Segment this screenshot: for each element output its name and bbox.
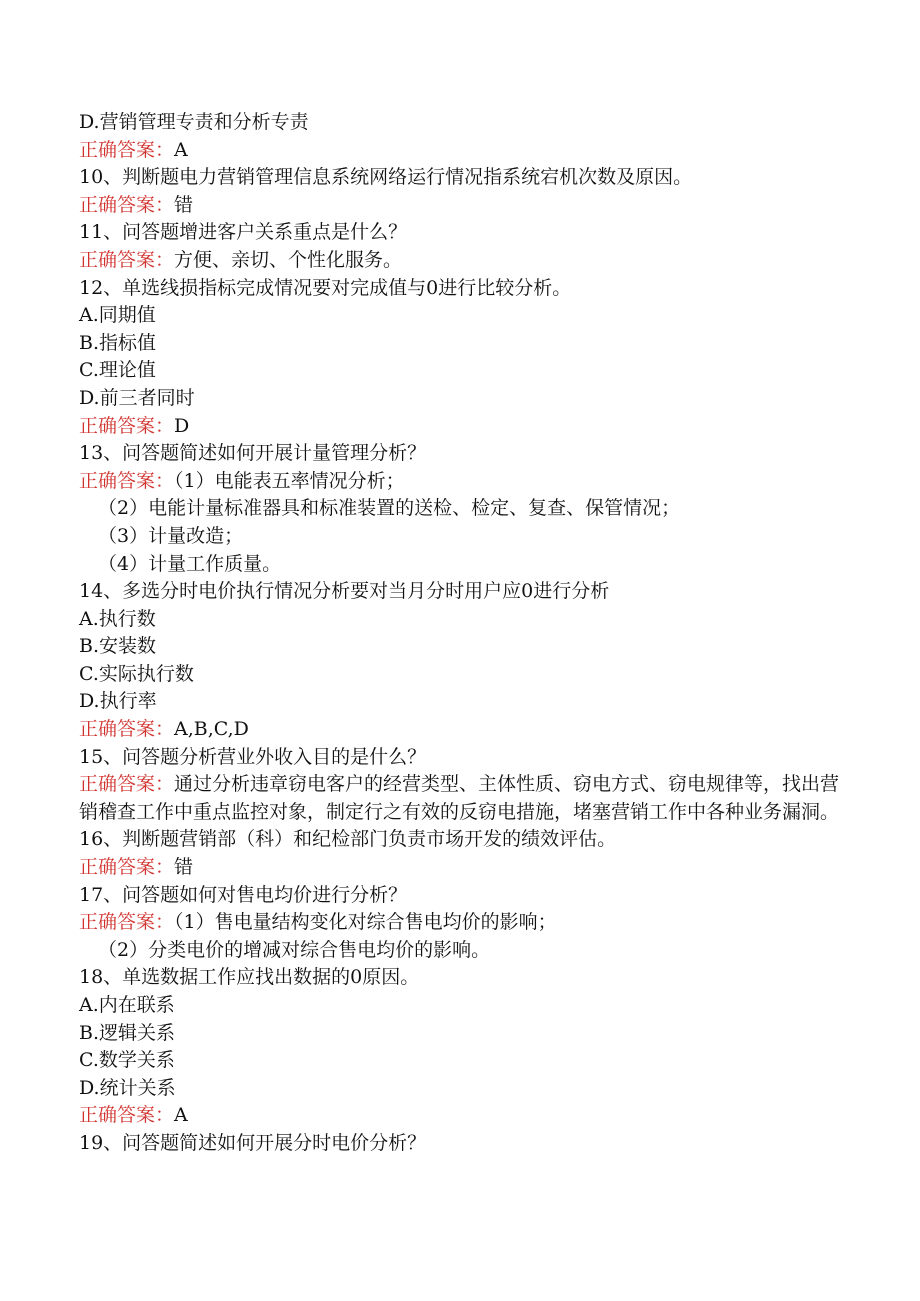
option-line: C.数学关系 [79,1049,175,1072]
answer-line [79,468,849,496]
answer-label: 正确答案： [79,856,175,879]
option-line: A.同期值 [79,304,156,327]
answer-line [79,716,849,744]
option-line: C.理论值 [79,359,156,382]
answer-label: 正确答案： [79,773,175,796]
question-line: 13、问答题简述如何开展计量管理分析？ [79,442,427,465]
document-body [79,109,849,1158]
answer-text: A,B,C,D [174,718,249,741]
option-line: D.前三者同时 [79,386,195,409]
question-line: 15、问答题分析营业外收入目的是什么？ [79,745,427,768]
question-line: 14、多选分时电价执行情况分析要对当月分时用户应0进行分析 [79,580,610,603]
answer-text: （1）电能表五率情况分析； [174,469,405,492]
answer-text: A [174,138,188,161]
question-line: 12、单选线损指标完成情况要对完成值与0进行比较分析。 [79,276,572,299]
answer-line [79,854,849,882]
option-line: D.营销管理专责和分析专责 [79,111,309,133]
option-line: B.逻辑关系 [79,1021,176,1044]
answer-line [79,137,849,165]
answer-label: 正确答案： [79,469,175,492]
answer-text: 方便、亲切、个性化服务。 [174,248,403,271]
answer-continuation-line: （2）分类电价的增减对综合售电均价的影响。 [98,938,491,961]
option-line: A.执行数 [79,607,156,630]
answer-line [79,771,849,826]
answer-text: 通过分析违章窃电客户的经营类型、主体性质、窃电方式、窃电规律等，找出营销稽查工作中重点监控对象，制定行之有效的反窃电措施，堵塞营销工作中各种业务漏洞。 [79,773,840,823]
question-line: 10、判断题电力营销管理信息系统网络运行情况指系统宕机次数及原因。 [79,166,693,189]
answer-label: 正确答案： [79,1104,175,1127]
question-line: 18、单选数据工作应找出数据的0原因。 [79,966,420,989]
answer-continuation-line: （4）计量工作质量。 [98,552,282,575]
question-line: 17、问答题如何对售电均价进行分析？ [79,883,408,906]
answer-label: 正确答案： [79,718,175,741]
option-line: D.执行率 [79,690,157,713]
answer-line [79,192,849,220]
answer-text: （1）售电量结构变化对综合售电均价的影响； [174,911,557,934]
answer-text: 错 [174,856,194,879]
answer-label: 正确答案： [79,414,175,437]
answer-label: 正确答案： [79,248,175,271]
option-line: A.内在联系 [79,994,175,1016]
answer-label: 正确答案： [79,911,175,934]
option-line: D.统计关系 [79,1076,176,1099]
answer-continuation-line: （2）电能计量标准器具和标准装置的送检、检定、复查、保管情况； [98,497,681,520]
option-line: B.指标值 [79,331,157,354]
answer-text: A [174,1104,188,1127]
answer-label: 正确答案： [79,193,175,216]
option-line: B.安装数 [79,635,157,658]
option-line: C.实际执行数 [79,662,194,685]
answer-text: D [174,414,190,437]
question-line: 11、问答题增进客户关系重点是什么？ [79,221,408,244]
answer-line [79,1102,849,1130]
answer-text: 错 [174,193,194,216]
answer-line [79,413,849,441]
question-line: 16、判断题营销部（科）和纪检部门负责市场开发的绩效评估。 [79,828,617,851]
answer-label: 正确答案： [79,138,175,161]
answer-line [79,909,849,937]
answer-line [79,247,849,275]
answer-continuation-line: （3）计量改造； [98,524,244,547]
question-line: 19、问答题简述如何开展分时电价分析？ [79,1131,427,1154]
